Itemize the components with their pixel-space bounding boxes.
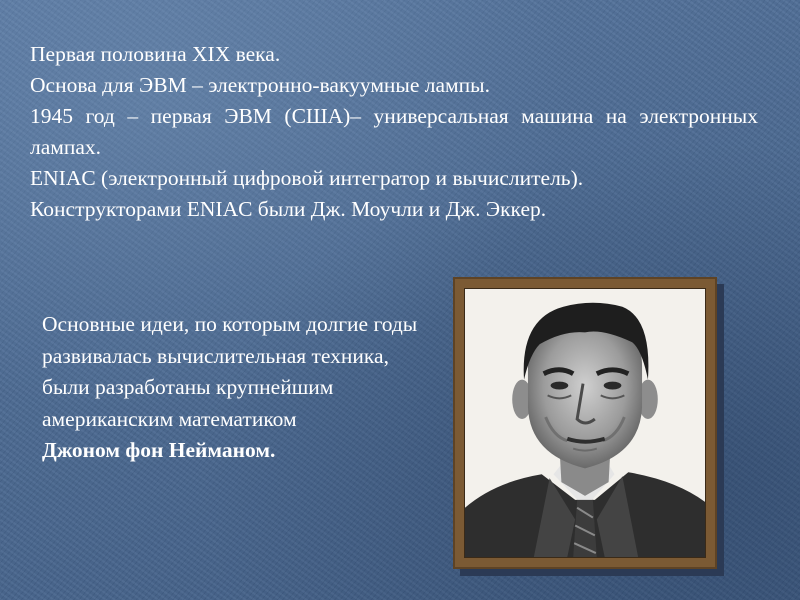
neumann-caption [42,309,422,467]
intro-line-century: Первая половина XIX века. [30,42,281,66]
portrait-photo [464,288,706,558]
intro-line-constructors: Конструкторами ENIAC были Дж. Моучли и Дж. Эккер. [30,197,547,221]
intro-text-block [30,39,758,225]
portrait-frame [453,277,717,569]
intro-line-eniac: ENIAC (электронный цифровой интегратор и вычислитель). [30,166,584,190]
portrait-photo-icon [465,289,705,557]
neumann-name: Джоном фон Нейманом. [42,438,276,462]
intro-line-first-computer: 1945 год – первая ЭВМ (США)– универсальная машина на электронных лампах. [30,104,758,159]
intro-line-vacuum-tubes: Основа для ЭВМ – электронно-вакуумные лампы. [30,73,490,97]
neumann-caption-text: Основные идеи, по которым долгие годы развивалась вычислительная техника, были разработаны крупнейшим американским математиком [42,312,418,431]
